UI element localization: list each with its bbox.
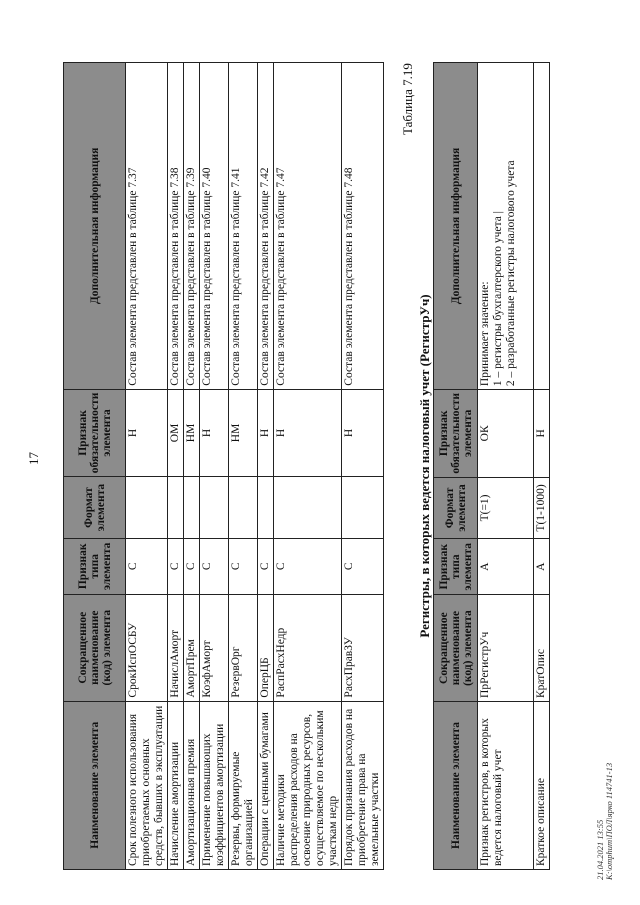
- cell-code: КратОпис: [534, 595, 550, 702]
- cell-name: Признак регистров, в которых ведется налоговый учет: [478, 701, 534, 869]
- col-header: Признак типа элемента: [64, 538, 126, 594]
- cell-name: Операции с ценными бумагами: [258, 701, 274, 869]
- table-row: [534, 63, 550, 870]
- cell-info: Принимает значение: 1 – регистры бухгалтерского учета | 2 – разработанные регистры налогового учета: [478, 63, 534, 390]
- cell-required: Н: [342, 389, 384, 477]
- cell-name: Наличие методики распределения расходов на освоение природных ресурсов, осуществляемое по нескольким участкам недр: [274, 701, 342, 869]
- cell-required: ОМ: [168, 389, 184, 477]
- table-row: [126, 63, 168, 870]
- cell-code: ПрРегистрУч: [478, 595, 534, 702]
- stamp-date: 21.04.2021 13:55: [595, 819, 605, 880]
- cell-info: Состав элемента представлен в таблице 7.47: [274, 63, 342, 390]
- cell-required: НМ: [229, 389, 258, 477]
- page-number: 17: [26, 452, 41, 465]
- cell-format: [342, 477, 384, 539]
- cell-type: А: [478, 539, 534, 595]
- cell-code: ОперЦБ: [258, 594, 274, 701]
- print-stamp: [596, 763, 614, 880]
- col-header: Дополнительная информация: [64, 63, 126, 390]
- cell-required: Н: [258, 389, 274, 477]
- table-row: [274, 63, 342, 870]
- table-row: [342, 63, 384, 870]
- cell-format: [274, 477, 342, 539]
- col-header: Признак обязательности элемента: [434, 390, 478, 478]
- cell-name: Начисление амортизации: [168, 701, 184, 869]
- cell-format: [168, 477, 184, 539]
- cell-format: [126, 477, 168, 539]
- cell-type: С: [274, 538, 342, 594]
- cell-required: Н: [126, 389, 168, 477]
- col-header: Дополнительная информация: [434, 63, 478, 390]
- cell-code: КоэфАморт: [200, 594, 229, 701]
- cell-info: Состав элемента представлен в таблице 7.48: [342, 63, 384, 390]
- cell-format: Т(=1): [478, 477, 534, 539]
- col-header: Признак типа элемента: [434, 539, 478, 595]
- table-header-row: [434, 63, 478, 870]
- cell-required: Н: [534, 390, 550, 478]
- cell-type: С: [200, 538, 229, 594]
- col-header: Формат элемента: [64, 477, 126, 539]
- cell-required: НМ: [184, 389, 200, 477]
- table-row: [168, 63, 184, 870]
- cell-type: А: [534, 539, 550, 595]
- cell-code: РезервОрг: [229, 594, 258, 701]
- cell-name: Амортизационная премия: [184, 701, 200, 869]
- cell-required: ОК: [478, 390, 534, 478]
- table-row: [258, 63, 274, 870]
- elements-table: [63, 62, 384, 870]
- col-header: Признак обязательности элемента: [64, 389, 126, 477]
- cell-code: РасхПравЗУ: [342, 594, 384, 701]
- cell-type: С: [342, 538, 384, 594]
- cell-info: Состав элемента представлен в таблице 7.40: [200, 63, 229, 390]
- table-title: Регистры, в которых ведется налоговый учет (РегистрУч): [417, 294, 432, 638]
- cell-format: Т(1-1000): [534, 477, 550, 539]
- cell-type: С: [258, 538, 274, 594]
- cell-info: Состав элемента представлен в таблице 7.41: [229, 63, 258, 390]
- cell-format: [258, 477, 274, 539]
- cell-code: РаспРасхНедр: [274, 594, 342, 701]
- cell-format: [200, 477, 229, 539]
- table-row: [478, 63, 534, 870]
- table-label: Таблица 7.19: [400, 63, 415, 135]
- col-header: Сокращенное наименование (код) элемента: [64, 594, 126, 701]
- col-header: Сокращенное наименование (код) элемента: [434, 595, 478, 702]
- cell-info: Состав элемента представлен в таблице 7.39: [184, 63, 200, 390]
- cell-type: С: [126, 538, 168, 594]
- cell-info: Состав элемента представлен в таблице 7.37: [126, 63, 168, 390]
- cell-name: Срок полезного использования приобретаемых основных средств, бывших в эксплуатации: [126, 701, 168, 869]
- cell-type: С: [184, 538, 200, 594]
- table-row: [184, 63, 200, 870]
- cell-name: Резервы, формируемые организацией: [229, 701, 258, 869]
- cell-required: Н: [274, 389, 342, 477]
- registers-table: [433, 62, 550, 870]
- cell-type: С: [168, 538, 184, 594]
- cell-code: СрокИспОСБУ: [126, 594, 168, 701]
- cell-format: [229, 477, 258, 539]
- cell-code: НачислАморт: [168, 594, 184, 701]
- table-row: [200, 63, 229, 870]
- stamp-path: К:\omphum\ПОЛ\ярко 114741-13: [604, 762, 614, 880]
- cell-info: Состав элемента представлен в таблице 7.38: [168, 63, 184, 390]
- col-header: Наименование элемента: [434, 701, 478, 869]
- cell-required: Н: [200, 389, 229, 477]
- cell-type: С: [229, 538, 258, 594]
- cell-name: Краткое описание: [534, 701, 550, 869]
- cell-format: [184, 477, 200, 539]
- cell-code: АмортПрем: [184, 594, 200, 701]
- cell-info: Состав элемента представлен в таблице 7.42: [258, 63, 274, 390]
- col-header: Формат элемента: [434, 477, 478, 539]
- cell-name: Порядок признания расходов на приобретение права на земельные участки: [342, 701, 384, 869]
- cell-info: [534, 63, 550, 390]
- table-header-row: [64, 63, 126, 870]
- col-header: Наименование элемента: [64, 701, 126, 869]
- table-row: [229, 63, 258, 870]
- cell-name: Применение повышающих коэффициентов амортизации: [200, 701, 229, 869]
